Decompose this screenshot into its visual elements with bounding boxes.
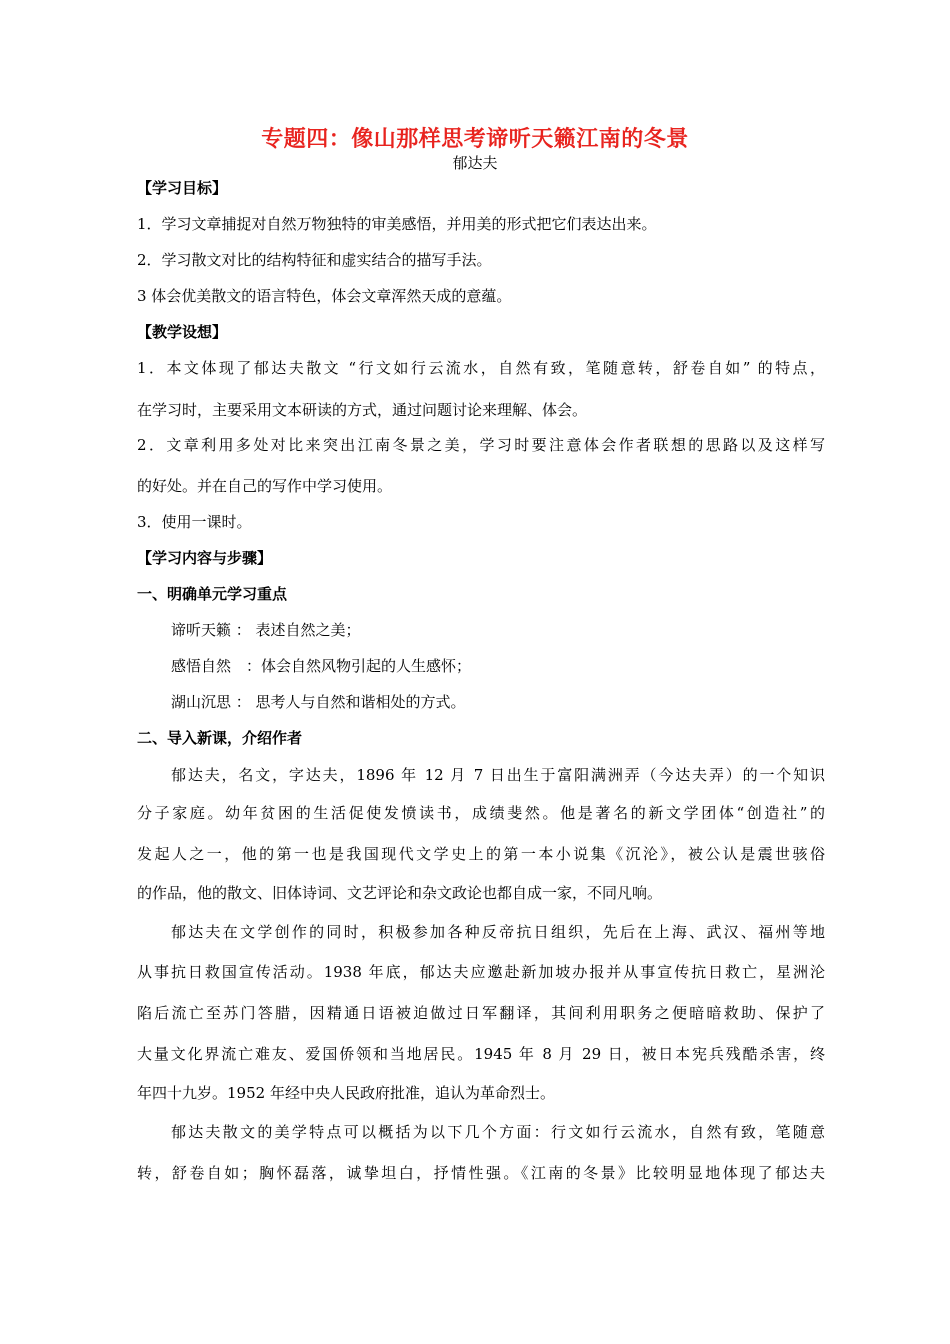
paragraph-line: 发起人之一，他的第一也是我国现代文学史上的第一本小说集《沉沦》，被公认是震世骇俗 <box>137 845 825 863</box>
design-heading: 【教学设想】 <box>137 323 228 341</box>
paragraph-line: 年四十九岁。1952 年经中央人民政府批准，追认为革命烈士。 <box>137 1084 555 1102</box>
paragraph-line: 郁达夫散文的美学特点可以概括为以下几个方面：行文如行云流水，自然有致，笔随意 <box>171 1123 825 1141</box>
design-line: 3．使用一课时。 <box>137 513 252 531</box>
document-title: 专题四：像山那样思考谛听天籁江南的冬景 <box>261 126 689 152</box>
step1-heading: 一、明确单元学习重点 <box>137 585 288 603</box>
goal-item: 2．学习散文对比的结构特征和虚实结合的描写手法。 <box>137 251 492 269</box>
goals-heading: 【学习目标】 <box>137 179 228 197</box>
goal-item: 1．学习文章捕捉对自然万物独特的审美感悟，并用美的形式把它们表达出来。 <box>137 215 657 233</box>
paragraph-line: 分子家庭。幼年贫困的生活促使发愤读书，成绩斐然。他是著名的新文学团体“创造社”的 <box>137 804 825 822</box>
paragraph-line: 郁达夫，名文，字达夫，1896 年 12 月 7 日出生于富阳满洲弄（今达夫弄）的一个知识 <box>171 766 825 784</box>
paragraph-line: 陷后流亡至苏门答腊，因精通日语被迫做过日军翻译，其间利用职务之便暗暗救助、保护了 <box>137 1004 825 1022</box>
paragraph-line: 转，舒卷自如；胸怀磊落，诚挚坦白，抒情性强。《江南的冬景》比较明显地体现了郁达夫 <box>137 1164 825 1182</box>
step1-item: 谛听天籁 ： 表述自然之美； <box>171 621 361 639</box>
step1-item: 感悟自然 ：体会自然风物引起的人生感怀； <box>171 657 472 675</box>
design-line: 2．文章利用多处对比来突出江南冬景之美，学习时要注意体会作者联想的思路以及这样写 <box>137 436 825 454</box>
design-line: 1．本文体现了郁达夫散文 “行文如行云流水，自然有致，笔随意转，舒卷自如” 的特点， <box>137 359 825 377</box>
paragraph-line: 的作品，他的散文、旧体诗词、文艺评论和杂文政论也都自成一家，不同凡响。 <box>137 884 663 902</box>
paragraph-line: 从事抗日救国宣传活动。1938 年底，郁达夫应邀赴新加坡办报并从事宣传抗日救亡，星洲沦 <box>137 963 825 981</box>
paragraph-line: 大量文化界流亡难友、爱国侨领和当地居民。1945 年 8 月 29 日，被日本宪兵残酷杀害，终 <box>137 1045 825 1063</box>
steps-heading: 【学习内容与步骤】 <box>137 549 273 567</box>
step2-heading: 二、导入新课，介绍作者 <box>137 729 303 747</box>
paragraph-line: 郁达夫在文学创作的同时，积极参加各种反帝抗日组织，先后在上海、武汉、福州等地 <box>171 923 825 941</box>
step1-item: 湖山沉思 ： 思考人与自然和谐相处的方式。 <box>171 693 466 711</box>
goal-item: 3 体会优美散文的语言特色，体会文章浑然天成的意蕴。 <box>137 287 512 305</box>
design-line: 的好处。并在自己的写作中学习使用。 <box>137 477 393 495</box>
design-line: 在学习时，主要采用文本研读的方式，通过问题讨论来理解、体会。 <box>137 401 588 419</box>
author-name: 郁达夫 <box>452 154 498 172</box>
